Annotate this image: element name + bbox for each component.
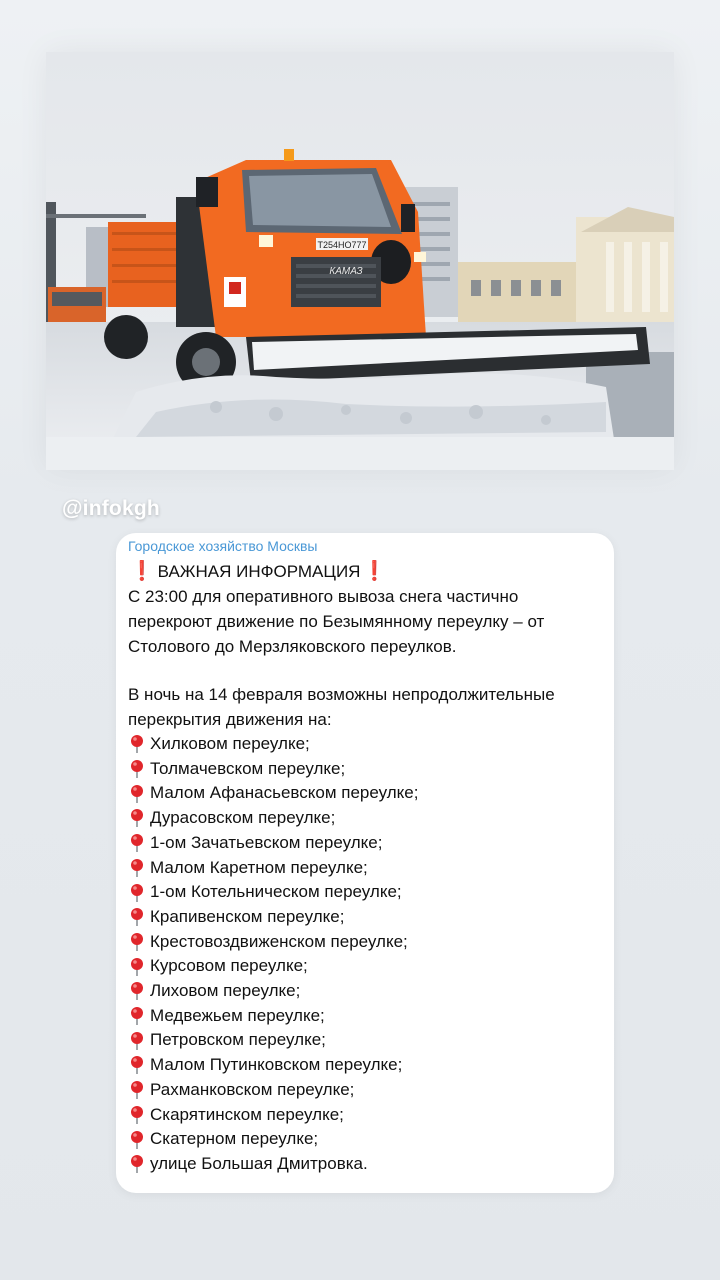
- street-name: Рахманковском переулке;: [150, 1079, 355, 1099]
- pushpin-icon: [128, 1031, 146, 1051]
- paragraph-closure: С 23:00 для оперативного вывоза снега частично перекроют движение по Безымянному переулку – от Столового до Мерзляковского переулков.: [128, 587, 545, 656]
- list-item: [128, 831, 602, 856]
- street-name: Лиховом переулке;: [150, 981, 301, 1001]
- pushpin-icon: [128, 1154, 146, 1174]
- street-name: Скарятинском переулке;: [150, 1104, 344, 1124]
- street-name: 1-ом Зачатьевском переулке;: [150, 832, 383, 852]
- street-name: Медвежьем переулке;: [150, 1005, 325, 1025]
- list-item: [128, 806, 602, 831]
- channel-name[interactable]: Городское хозяйство Москвы: [128, 538, 318, 554]
- watermark-handle: @infokgh: [62, 497, 160, 520]
- pushpin-icon: [128, 957, 146, 977]
- street-name: Петровском переулке;: [150, 1030, 326, 1050]
- snowplow-photo: [46, 52, 674, 470]
- street-name: Малом Афанасьевском переулке;: [150, 783, 419, 803]
- street-name: Малом Путинковском переулке;: [150, 1055, 403, 1075]
- street-name: Малом Каретном переулке;: [150, 857, 368, 877]
- list-item: [128, 905, 602, 930]
- street-name: Крапивенском переулке;: [150, 906, 345, 926]
- list-item: [128, 1004, 602, 1029]
- street-name: Хилковом переулке;: [150, 734, 310, 753]
- street-name: 1-ом Котельническом переулке;: [150, 882, 402, 902]
- pushpin-icon: [128, 932, 146, 952]
- list-item: [128, 1053, 602, 1078]
- pushpin-icon: [128, 1006, 146, 1026]
- headline-text: ВАЖНАЯ ИНФОРМАЦИЯ: [157, 562, 361, 581]
- license-plate: Т254НО777: [317, 240, 367, 250]
- list-item: [128, 1103, 602, 1128]
- exclamation-icon: ❗: [362, 561, 387, 582]
- list-item: [128, 880, 602, 905]
- list-item: [128, 757, 602, 782]
- pushpin-icon: [128, 907, 146, 927]
- pushpin-icon: [128, 759, 146, 779]
- pushpin-icon: [128, 981, 146, 1001]
- street-name: Толмачевском переулке;: [150, 758, 346, 778]
- list-item: [128, 930, 602, 955]
- list-item: [128, 1127, 602, 1152]
- headline: [128, 560, 602, 584]
- list-item: [128, 781, 602, 806]
- list-item: [128, 954, 602, 979]
- pushpin-icon: [128, 833, 146, 853]
- list-item: [128, 1152, 602, 1177]
- list-item: [128, 1078, 602, 1103]
- pushpin-icon: [128, 1130, 146, 1150]
- pushpin-icon: [128, 858, 146, 878]
- list-item: [128, 732, 602, 757]
- list-item: [128, 979, 602, 1004]
- street-name: улице Большая Дмитровка.: [150, 1153, 368, 1173]
- pushpin-icon: [128, 1080, 146, 1100]
- street-name: Курсовом переулке;: [150, 956, 308, 976]
- pushpin-icon: [128, 734, 146, 754]
- exclamation-icon: ❗: [130, 561, 154, 582]
- list-item: [128, 856, 602, 881]
- pushpin-icon: [128, 1055, 146, 1075]
- street-name: Крестовоздвиженском переулке;: [150, 931, 408, 951]
- message-card: [116, 533, 614, 1193]
- list-item: [128, 1028, 602, 1053]
- pushpin-icon: [128, 808, 146, 828]
- pushpin-icon: [128, 883, 146, 903]
- pushpin-icon: [128, 784, 146, 804]
- pushpin-icon: [128, 1105, 146, 1125]
- truck-brand: КАМАЗ: [329, 266, 363, 277]
- street-name: Дурасовском переулке;: [150, 808, 336, 828]
- street-name: Скатерном переулке;: [150, 1129, 319, 1149]
- street-list: [128, 732, 602, 1177]
- paragraph-night: В ночь на 14 февраля возможны непродолжительные перекрытия движения на:: [128, 685, 555, 729]
